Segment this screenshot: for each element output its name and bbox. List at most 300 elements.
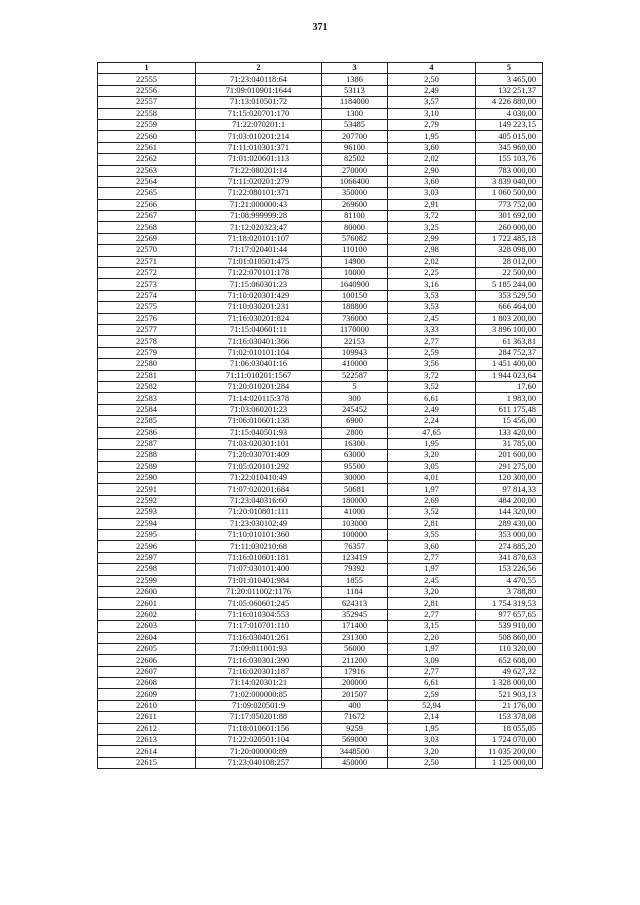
table-cell: 3,25 bbox=[388, 222, 476, 233]
table-cell: 1 722 485,18 bbox=[476, 233, 543, 244]
table-cell: 61 363,81 bbox=[476, 336, 543, 347]
table-cell: 22568 bbox=[98, 222, 196, 233]
table-cell: 22 500,00 bbox=[476, 268, 543, 279]
table-cell: 2,25 bbox=[388, 268, 476, 279]
table-cell: 71:15:060301:23 bbox=[196, 279, 322, 290]
table-cell: 22565 bbox=[98, 188, 196, 199]
table-cell: 100150 bbox=[322, 290, 388, 301]
table-cell: 341 870,63 bbox=[476, 552, 543, 563]
table-cell: 133 420,00 bbox=[476, 427, 543, 438]
table-cell: 71:14:020115:378 bbox=[196, 393, 322, 404]
table-cell: 71:16:030301:390 bbox=[196, 655, 322, 666]
table-cell: 207700 bbox=[322, 131, 388, 142]
table-cell: 2,14 bbox=[388, 712, 476, 723]
table-cell: 22603 bbox=[98, 621, 196, 632]
table-cell: 123419 bbox=[322, 552, 388, 563]
table-cell: 71:16:030401:261 bbox=[196, 632, 322, 643]
table-cell: 1,95 bbox=[388, 131, 476, 142]
table-cell: 71:20:030701:409 bbox=[196, 450, 322, 461]
table-cell: 1 451 400,00 bbox=[476, 359, 543, 370]
table-cell: 71:22:010410:49 bbox=[196, 473, 322, 484]
table-cell: 3,72 bbox=[388, 211, 476, 222]
column-header-3: 3 bbox=[322, 63, 388, 74]
table-cell: 231300 bbox=[322, 632, 388, 643]
table-row bbox=[98, 404, 543, 415]
table-cell: 3,03 bbox=[388, 188, 476, 199]
table-cell: 3,57 bbox=[388, 97, 476, 108]
table-cell: 1386 bbox=[322, 74, 388, 85]
table-cell: 71:11:020201:279 bbox=[196, 176, 322, 187]
table-cell: 71:22:080101:371 bbox=[196, 188, 322, 199]
table-cell: 2,90 bbox=[388, 165, 476, 176]
table-cell: 22590 bbox=[98, 473, 196, 484]
table-row bbox=[98, 655, 543, 666]
table-cell: 22615 bbox=[98, 757, 196, 768]
table-cell: 41000 bbox=[322, 507, 388, 518]
table-cell: 71:22:080201:14 bbox=[196, 165, 322, 176]
table-cell: 350000 bbox=[322, 188, 388, 199]
table-cell: 3,16 bbox=[388, 279, 476, 290]
table-cell: 71:22:070201:1 bbox=[196, 119, 322, 130]
table-row bbox=[98, 199, 543, 210]
table-row bbox=[98, 507, 543, 518]
column-header-1: 1 bbox=[98, 63, 196, 74]
table-cell: 300 bbox=[322, 393, 388, 404]
table-cell: 22576 bbox=[98, 313, 196, 324]
table-cell: 450000 bbox=[322, 757, 388, 768]
table-cell: 71:08:999999:28 bbox=[196, 211, 322, 222]
table-row bbox=[98, 245, 543, 256]
table-cell: 2,59 bbox=[388, 347, 476, 358]
table-cell: 576082 bbox=[322, 233, 388, 244]
table-row bbox=[98, 154, 543, 165]
table-cell: 2,59 bbox=[388, 689, 476, 700]
table-row bbox=[98, 746, 543, 757]
table-cell: 2,77 bbox=[388, 666, 476, 677]
table-cell: 22582 bbox=[98, 381, 196, 392]
table-header-row bbox=[98, 63, 543, 74]
table-cell: 1855 bbox=[322, 575, 388, 586]
table-cell: 22587 bbox=[98, 438, 196, 449]
table-cell: 71:01:010401:984 bbox=[196, 575, 322, 586]
table-cell: 56000 bbox=[322, 643, 388, 654]
table-cell: 103000 bbox=[322, 518, 388, 529]
table-cell: 71:15:040501:93 bbox=[196, 427, 322, 438]
table-cell: 3 788,80 bbox=[476, 586, 543, 597]
table-row bbox=[98, 632, 543, 643]
table-cell: 22574 bbox=[98, 290, 196, 301]
table-cell: 22556 bbox=[98, 85, 196, 96]
table-cell: 71:03:060201:23 bbox=[196, 404, 322, 415]
table-row bbox=[98, 461, 543, 472]
table-cell: 4 226 880,00 bbox=[476, 97, 543, 108]
data-table bbox=[97, 62, 543, 769]
table-cell: 201 600,00 bbox=[476, 450, 543, 461]
table-cell: 22608 bbox=[98, 678, 196, 689]
table-cell: 71:23:040118:64 bbox=[196, 74, 322, 85]
table-row bbox=[98, 131, 543, 142]
table-cell: 2,49 bbox=[388, 85, 476, 96]
table-cell: 71:07:020201:684 bbox=[196, 484, 322, 495]
table-row bbox=[98, 268, 543, 279]
table-cell: 71:13:010501:72 bbox=[196, 97, 322, 108]
table-cell: 2,77 bbox=[388, 609, 476, 620]
table-cell: 201507 bbox=[322, 689, 388, 700]
table-cell: 3,10 bbox=[388, 108, 476, 119]
table-cell: 405 015,00 bbox=[476, 131, 543, 142]
table-cell: 1,97 bbox=[388, 643, 476, 654]
table-cell: 71:22:020501:104 bbox=[196, 735, 322, 746]
table-cell: 96100 bbox=[322, 142, 388, 153]
table-row bbox=[98, 222, 543, 233]
table-cell: 1640900 bbox=[322, 279, 388, 290]
table-row bbox=[98, 279, 543, 290]
table-cell: 3,03 bbox=[388, 735, 476, 746]
table-cell: 2,77 bbox=[388, 552, 476, 563]
table-cell: 611 175,48 bbox=[476, 404, 543, 415]
table-cell: 1,97 bbox=[388, 564, 476, 575]
table-cell: 155 103,76 bbox=[476, 154, 543, 165]
table-row bbox=[98, 757, 543, 768]
table-cell: 22577 bbox=[98, 324, 196, 335]
table-cell: 22569 bbox=[98, 233, 196, 244]
table-cell: 22559 bbox=[98, 119, 196, 130]
table-cell: 783 000,00 bbox=[476, 165, 543, 176]
table-cell: 3,72 bbox=[388, 370, 476, 381]
table-cell: 71:23:030102:49 bbox=[196, 518, 322, 529]
table-row bbox=[98, 427, 543, 438]
table-cell: 188800 bbox=[322, 302, 388, 313]
table-cell: 71:21:000000:43 bbox=[196, 199, 322, 210]
table-cell: 22592 bbox=[98, 495, 196, 506]
table-cell: 1 803 200,00 bbox=[476, 313, 543, 324]
table-cell: 3,53 bbox=[388, 302, 476, 313]
table-cell: 47,65 bbox=[388, 427, 476, 438]
table-cell: 200000 bbox=[322, 678, 388, 689]
table-cell: 71:16:010304:553 bbox=[196, 609, 322, 620]
table-cell: 400 bbox=[322, 700, 388, 711]
table-cell: 30000 bbox=[322, 473, 388, 484]
table-cell: 1 754 319,53 bbox=[476, 598, 543, 609]
table-cell: 2,02 bbox=[388, 256, 476, 267]
table-row bbox=[98, 119, 543, 130]
table-cell: 539 910,00 bbox=[476, 621, 543, 632]
table-cell: 3 896 100,00 bbox=[476, 324, 543, 335]
table-row bbox=[98, 74, 543, 85]
table-row bbox=[98, 643, 543, 654]
table-cell: 76357 bbox=[322, 541, 388, 552]
table-row bbox=[98, 598, 543, 609]
table-cell: 291 275,00 bbox=[476, 461, 543, 472]
table-row bbox=[98, 347, 543, 358]
table-row bbox=[98, 438, 543, 449]
table-cell: 270000 bbox=[322, 165, 388, 176]
table-cell: 53113 bbox=[322, 85, 388, 96]
table-cell: 71:02:010101:104 bbox=[196, 347, 322, 358]
table-cell: 18 055,05 bbox=[476, 723, 543, 734]
table-cell: 3,20 bbox=[388, 746, 476, 757]
table-cell: 3,56 bbox=[388, 359, 476, 370]
table-row bbox=[98, 666, 543, 677]
table-cell: 22580 bbox=[98, 359, 196, 370]
table-cell: 22607 bbox=[98, 666, 196, 677]
table-cell: 22610 bbox=[98, 700, 196, 711]
table-cell: 110100 bbox=[322, 245, 388, 256]
table-cell: 260 000,00 bbox=[476, 222, 543, 233]
table-cell: 31 785,00 bbox=[476, 438, 543, 449]
table-row bbox=[98, 495, 543, 506]
table-cell: 71:20:000000:89 bbox=[196, 746, 322, 757]
table-cell: 110 320,00 bbox=[476, 643, 543, 654]
table-row bbox=[98, 484, 543, 495]
table-cell: 71:06:010601:138 bbox=[196, 416, 322, 427]
table-cell: 22601 bbox=[98, 598, 196, 609]
table-cell: 71:20:010201:284 bbox=[196, 381, 322, 392]
table-cell: 3,53 bbox=[388, 290, 476, 301]
table-cell: 22572 bbox=[98, 268, 196, 279]
column-header-5: 5 bbox=[476, 63, 543, 74]
table-cell: 17,60 bbox=[476, 381, 543, 392]
table-cell: 22588 bbox=[98, 450, 196, 461]
table-cell: 22598 bbox=[98, 564, 196, 575]
table-cell: 50681 bbox=[322, 484, 388, 495]
table-cell: 71672 bbox=[322, 712, 388, 723]
table-cell: 1066400 bbox=[322, 176, 388, 187]
table-row bbox=[98, 302, 543, 313]
table-cell: 2,98 bbox=[388, 245, 476, 256]
table-cell: 71:03:020301:101 bbox=[196, 438, 322, 449]
table-cell: 22612 bbox=[98, 723, 196, 734]
table-cell: 2,02 bbox=[388, 154, 476, 165]
table-row bbox=[98, 518, 543, 529]
table-cell: 21 176,00 bbox=[476, 700, 543, 711]
table-cell: 71:22:070101:178 bbox=[196, 268, 322, 279]
table-cell: 71:01:020601:113 bbox=[196, 154, 322, 165]
table-cell: 2,99 bbox=[388, 233, 476, 244]
table-row bbox=[98, 313, 543, 324]
table-cell: 71:16:030401:366 bbox=[196, 336, 322, 347]
table-cell: 2800 bbox=[322, 427, 388, 438]
table-cell: 22602 bbox=[98, 609, 196, 620]
table-cell: 71:17:050201:88 bbox=[196, 712, 322, 723]
table-cell: 22593 bbox=[98, 507, 196, 518]
table-cell: 1184000 bbox=[322, 97, 388, 108]
table-cell: 22591 bbox=[98, 484, 196, 495]
table-cell: 4 470,55 bbox=[476, 575, 543, 586]
table-cell: 624313 bbox=[322, 598, 388, 609]
table-cell: 977 657,65 bbox=[476, 609, 543, 620]
table-cell: 1 328 000,00 bbox=[476, 678, 543, 689]
table-cell: 22597 bbox=[98, 552, 196, 563]
table-cell: 71:16:020301:187 bbox=[196, 666, 322, 677]
table-cell: 3,05 bbox=[388, 461, 476, 472]
table-cell: 3 465,00 bbox=[476, 74, 543, 85]
table-row bbox=[98, 85, 543, 96]
table-cell: 28 012,00 bbox=[476, 256, 543, 267]
table-cell: 652 608,00 bbox=[476, 655, 543, 666]
table-cell: 71:11:030210:68 bbox=[196, 541, 322, 552]
table-cell: 1,95 bbox=[388, 723, 476, 734]
table-cell: 3,60 bbox=[388, 142, 476, 153]
table-cell: 132 251,37 bbox=[476, 85, 543, 96]
table-cell: 666 464,00 bbox=[476, 302, 543, 313]
table-cell: 71:15:020701:170 bbox=[196, 108, 322, 119]
table-cell: 22570 bbox=[98, 245, 196, 256]
table-cell: 71:05:020101:292 bbox=[196, 461, 322, 472]
table-cell: 6,61 bbox=[388, 393, 476, 404]
table-cell: 17916 bbox=[322, 666, 388, 677]
table-cell: 22564 bbox=[98, 176, 196, 187]
table-cell: 49 627,32 bbox=[476, 666, 543, 677]
table-cell: 71:12:020323:47 bbox=[196, 222, 322, 233]
table-cell: 2,49 bbox=[388, 404, 476, 415]
table-row bbox=[98, 689, 543, 700]
table-cell: 71:17:010701:110 bbox=[196, 621, 322, 632]
table-cell: 22575 bbox=[98, 302, 196, 313]
table-cell: 2,50 bbox=[388, 74, 476, 85]
table-row bbox=[98, 256, 543, 267]
table-cell: 5 bbox=[322, 381, 388, 392]
table-cell: 71:10:030201:231 bbox=[196, 302, 322, 313]
table-cell: 22605 bbox=[98, 643, 196, 654]
table-row bbox=[98, 678, 543, 689]
table-cell: 22609 bbox=[98, 689, 196, 700]
table-row bbox=[98, 541, 543, 552]
table-row bbox=[98, 735, 543, 746]
table-cell: 2,79 bbox=[388, 119, 476, 130]
table-cell: 22567 bbox=[98, 211, 196, 222]
table-cell: 11 035 200,00 bbox=[476, 746, 543, 757]
table-cell: 71:18:020101:107 bbox=[196, 233, 322, 244]
table-cell: 2,69 bbox=[388, 495, 476, 506]
table-cell: 71:17:020401:44 bbox=[196, 245, 322, 256]
table-cell: 522587 bbox=[322, 370, 388, 381]
table-row bbox=[98, 609, 543, 620]
table-row bbox=[98, 564, 543, 575]
table-cell: 1 060 500,00 bbox=[476, 188, 543, 199]
table-cell: 71:23:040108:257 bbox=[196, 757, 322, 768]
table-cell: 22594 bbox=[98, 518, 196, 529]
table-cell: 3,20 bbox=[388, 450, 476, 461]
table-cell: 22560 bbox=[98, 131, 196, 142]
table-cell: 2,45 bbox=[388, 575, 476, 586]
table-cell: 71:18:010601:156 bbox=[196, 723, 322, 734]
table-row bbox=[98, 712, 543, 723]
table-cell: 22579 bbox=[98, 347, 196, 358]
table-cell: 180000 bbox=[322, 495, 388, 506]
table-row bbox=[98, 336, 543, 347]
table-cell: 1 724 070,00 bbox=[476, 735, 543, 746]
table-cell: 22614 bbox=[98, 746, 196, 757]
table-cell: 284 752,37 bbox=[476, 347, 543, 358]
table-row bbox=[98, 552, 543, 563]
table-cell: 353 529,50 bbox=[476, 290, 543, 301]
table-row bbox=[98, 723, 543, 734]
table-cell: 71:14:020301:21 bbox=[196, 678, 322, 689]
table-cell: 22561 bbox=[98, 142, 196, 153]
table-cell: 22563 bbox=[98, 165, 196, 176]
table-cell: 1184 bbox=[322, 586, 388, 597]
table-cell: 410000 bbox=[322, 359, 388, 370]
table-cell: 109943 bbox=[322, 347, 388, 358]
table-cell: 171400 bbox=[322, 621, 388, 632]
table-cell: 736000 bbox=[322, 313, 388, 324]
table-cell: 22585 bbox=[98, 416, 196, 427]
table-row bbox=[98, 176, 543, 187]
column-header-2: 2 bbox=[196, 63, 322, 74]
table-cell: 6,61 bbox=[388, 678, 476, 689]
table-row bbox=[98, 359, 543, 370]
table-cell: 153 378,08 bbox=[476, 712, 543, 723]
table-cell: 15 456,00 bbox=[476, 416, 543, 427]
table-cell: 211200 bbox=[322, 655, 388, 666]
table-cell: 71:20:011002:1176 bbox=[196, 586, 322, 597]
table-cell: 14900 bbox=[322, 256, 388, 267]
table-cell: 2,24 bbox=[388, 416, 476, 427]
table-cell: 71:10:010101:360 bbox=[196, 530, 322, 541]
table-cell: 149 223,15 bbox=[476, 119, 543, 130]
table-cell: 3,20 bbox=[388, 586, 476, 597]
table-cell: 71:23:040316:60 bbox=[196, 495, 322, 506]
table-cell: 22571 bbox=[98, 256, 196, 267]
table-cell: 71:07:030101:400 bbox=[196, 564, 322, 575]
table-cell: 71:09:010901:1644 bbox=[196, 85, 322, 96]
table-cell: 22573 bbox=[98, 279, 196, 290]
table-cell: 10000 bbox=[322, 268, 388, 279]
table-cell: 97 814,33 bbox=[476, 484, 543, 495]
table-cell: 1,97 bbox=[388, 484, 476, 495]
table-cell: 71:05:060601:245 bbox=[196, 598, 322, 609]
table-cell: 3,52 bbox=[388, 507, 476, 518]
table-cell: 2,81 bbox=[388, 518, 476, 529]
table-row bbox=[98, 416, 543, 427]
table-cell: 328 098,00 bbox=[476, 245, 543, 256]
table-cell: 16300 bbox=[322, 438, 388, 449]
table-cell: 5 185 244,00 bbox=[476, 279, 543, 290]
table-cell: 22566 bbox=[98, 199, 196, 210]
table-cell: 71:09:020501:9 bbox=[196, 700, 322, 711]
table-cell: 71:11:010201:1567 bbox=[196, 370, 322, 381]
table-cell: 71:06:030401:16 bbox=[196, 359, 322, 370]
table-cell: 81100 bbox=[322, 211, 388, 222]
table-cell: 22606 bbox=[98, 655, 196, 666]
table-cell: 22581 bbox=[98, 370, 196, 381]
table-cell: 71:09:011001:93 bbox=[196, 643, 322, 654]
table-cell: 274 885,20 bbox=[476, 541, 543, 552]
table-row bbox=[98, 621, 543, 632]
table-cell: 3,60 bbox=[388, 176, 476, 187]
table-cell: 4 030,00 bbox=[476, 108, 543, 119]
table-cell: 521 903,13 bbox=[476, 689, 543, 700]
table-cell: 22557 bbox=[98, 97, 196, 108]
table-row bbox=[98, 700, 543, 711]
table-row bbox=[98, 450, 543, 461]
table-cell: 100000 bbox=[322, 530, 388, 541]
table-cell: 79392 bbox=[322, 564, 388, 575]
table-cell: 2,81 bbox=[388, 598, 476, 609]
table-cell: 71:10:020301:429 bbox=[196, 290, 322, 301]
table-cell: 3,55 bbox=[388, 530, 476, 541]
table-cell: 22600 bbox=[98, 586, 196, 597]
table-cell: 71:01:010501:475 bbox=[196, 256, 322, 267]
table-cell: 120 300,00 bbox=[476, 473, 543, 484]
table-cell: 80000 bbox=[322, 222, 388, 233]
table-cell: 4,01 bbox=[388, 473, 476, 484]
table-row bbox=[98, 586, 543, 597]
table-cell: 153 226,56 bbox=[476, 564, 543, 575]
table-cell: 3,33 bbox=[388, 324, 476, 335]
table-cell: 3,15 bbox=[388, 621, 476, 632]
